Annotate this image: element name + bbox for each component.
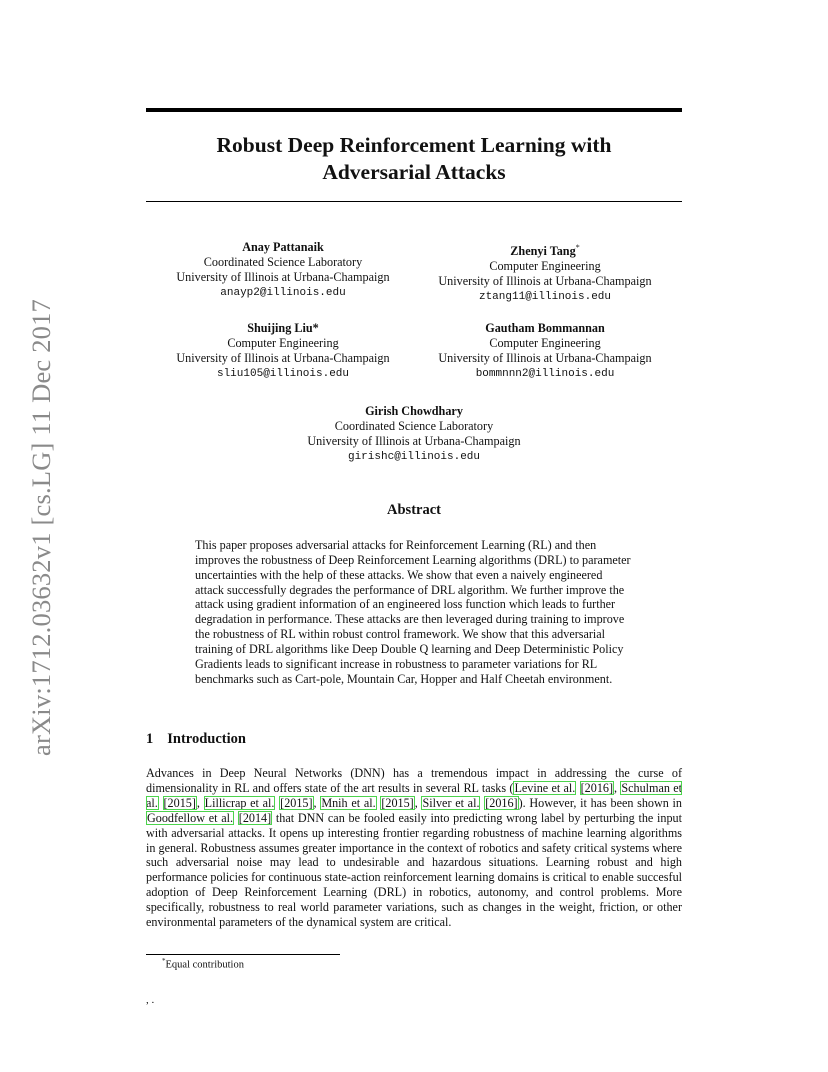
citation-link[interactable]: [2015] [280, 795, 313, 810]
introduction-paragraph: Advances in Deep Neural Networks (DNN) has a tremendous impact in addressing the curse of dimensionality in RL and offers state of the art results in several RL tasks (Levine et al. [2016], Schulman et al. [2015], Lillicrap et al. [2015], Mnih et al. [2015], Silver et al. [2016]). However, it has been shown in Goodfellow et al. [2014] that DNN can be fooled easily into predicting wrong label by perturbing the input with adversarial attacks. It opens up interesting frontier regarding robustness of machine learning algorithms in general. Robustness assumes greater importance in the context of robotics and safety critical systems where such adversarial noise may lead to undesirable and hazardous situations. Learning robust and high performance policies for continuous state-action reinforcement learning domains is critical to enable succesful adoption of Deep Reinforcement Learning (DRL) in robotics, autonomy, and control problems. More specifically, robustness to real world parameter variations, such as changes in the weight, friction, or other environmental parameters of the dynamical system are critical. [146, 766, 683, 930]
citation-link[interactable]: [2015] [163, 795, 196, 810]
paper-title [146, 132, 682, 186]
arxiv-identifier-text: arXiv:1712.03632v1 [cs.LG] 11 Dec 2017 [26, 298, 57, 756]
footnote-rule [146, 954, 340, 955]
author-name: Shuijing Liu* [247, 321, 319, 335]
author-name: Zhenyi Tang* [510, 243, 580, 259]
author-univ: University of Illinois at Urbana-Champaign [176, 270, 390, 285]
section-heading [146, 731, 246, 748]
author-block [274, 404, 554, 465]
author-dept: Coordinated Science Laboratory [334, 419, 494, 434]
citation-link[interactable]: Goodfellow et al. [147, 810, 234, 825]
author-block [405, 240, 685, 305]
citation-link[interactable]: Lillicrap et al. [204, 795, 275, 810]
equal-contribution-mark: * [575, 243, 580, 252]
author-email[interactable]: anayp2@illinois.edu [220, 286, 346, 299]
author-univ: University of Illinois at Urbana-Champaign [176, 351, 390, 366]
citation-link[interactable]: [2014] [238, 810, 272, 825]
author-univ: University of Illinois at Urbana-Champaign [438, 274, 652, 289]
author-email[interactable]: sliu105@illinois.edu [216, 367, 350, 380]
title-line-1: Robust Deep Reinforcement Learning with [216, 133, 612, 157]
author-dept: Coordinated Science Laboratory [203, 255, 363, 270]
footnote-text: Equal contribution [165, 959, 244, 971]
author-dept: Computer Engineering [489, 336, 601, 351]
author-dept: Computer Engineering [227, 336, 339, 351]
author-name: Girish Chowdhary [365, 404, 463, 418]
author-block [405, 321, 685, 382]
citation-link[interactable]: Schulman et al. [146, 780, 682, 810]
abstract-heading: Abstract [387, 502, 441, 518]
title-bottom-rule [146, 201, 682, 202]
title-top-rule [146, 108, 682, 112]
abstract-text: This paper proposes adversarial attacks for Reinforcement Learning (RL) and then improves the robustness of Deep Reinforcement Learning algorithms (DRL) to parameter uncertainties with the help of these attacks. We show that even a naively engineered attack successfully degrades the performance of DRL algorithm. We further improve the attack using gradient information of an engineered loss function which leads to further degradation in performance. These attacks are then leveraged during training to improve the robustness of RL within robust control framework. We show that this adversarial training of DRL algorithms like Deep Double Q learning and Deep Deterministic Policy Gradients leads to significant increase in robustness to parameter variations for RL benchmarks such as Cart-pole, Mountain Car, Hopper and Half Cheetah environment. [195, 538, 631, 686]
author-block [143, 321, 423, 382]
author-name: Gautham Bommannan [485, 321, 605, 335]
citation-link[interactable]: Silver et al. [422, 795, 480, 810]
section-number: 1 [146, 731, 154, 747]
citation-link[interactable]: [2016] [580, 780, 614, 795]
section-title: Introduction [167, 731, 246, 747]
author-block [143, 240, 423, 301]
citation-link[interactable]: Levine et al. [514, 780, 576, 795]
arxiv-identifier [22, 292, 62, 762]
author-univ: University of Illinois at Urbana-Champaign [307, 434, 521, 449]
footnote-mark: * [162, 957, 166, 965]
author-email[interactable]: ztang11@illinois.edu [478, 290, 612, 303]
author-email[interactable]: bommnnn2@illinois.edu [475, 367, 615, 380]
footnote [162, 957, 244, 971]
author-dept: Computer Engineering [489, 259, 601, 274]
author-email[interactable]: girishc@illinois.edu [347, 450, 481, 463]
page-mark: , . [146, 994, 155, 1006]
author-name: Anay Pattanaik [242, 240, 324, 254]
citation-link[interactable]: [2016] [485, 795, 518, 810]
citation-link[interactable]: [2015] [381, 795, 414, 810]
title-line-2: Adversarial Attacks [322, 160, 506, 184]
author-univ: University of Illinois at Urbana-Champaign [438, 351, 652, 366]
citation-link[interactable]: Mnih et al. [321, 795, 376, 810]
